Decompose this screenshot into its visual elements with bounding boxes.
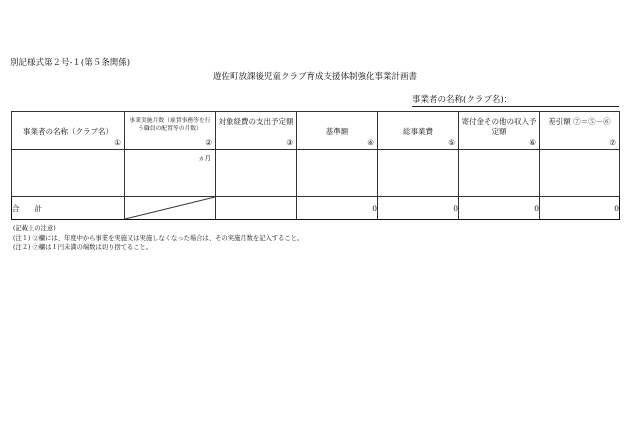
document-title: 遊佐町放課後児童クラブ育成支援体制強化事業計画書 [212,72,417,82]
business-name-field[interactable] [412,95,619,107]
total-donations: 0 [459,197,540,220]
cell-planned-expense[interactable] [216,150,297,197]
column-number: ⑥ [529,138,536,147]
header-difference [540,112,620,150]
cell-total-cost[interactable] [378,150,459,197]
column-number: ⑦ [609,138,616,147]
total-total-cost: 0 [378,197,459,220]
form-number-label: 別記様式第２号-１(第５条関係) [10,58,131,68]
header-planned-expense [216,112,297,150]
month-unit: ヵ月 [198,154,211,162]
cell-business-name[interactable] [12,150,125,197]
notes-block [13,224,303,253]
column-number: ③ [286,138,293,147]
header-standard-amount [297,112,378,150]
total-row [12,197,620,220]
header-label: 事業者の名称（クラブ名） [23,127,113,136]
column-number: ② [205,138,212,147]
entry-row [12,150,620,197]
cell-donations[interactable] [459,150,540,197]
header-label: 基準額 [325,127,349,136]
business-name-label: 事業者の名称(クラブ名)： [412,95,513,105]
total-standard-amount: 0 [297,197,378,220]
column-number: ① [114,138,121,147]
header-label: 差引額 ⑦＝⑤－⑥ [548,117,611,126]
cell-months[interactable] [125,150,216,197]
column-number: ④ [367,138,374,147]
total-planned-expense [216,197,297,220]
column-number: ⑤ [448,138,455,147]
total-months-cell [125,197,216,220]
notes-heading: (記載上の注意) [13,225,56,232]
total-label: 合 計 [12,197,125,220]
cell-difference[interactable] [540,150,620,197]
header-label: 総事業費 [403,127,433,136]
header-row [12,112,620,150]
plan-table [11,111,620,220]
note-1: (注１) ②欄には、年度中から事業を実施又は実施しなくなった場合は、その実施月数を記入すること。 [13,234,304,242]
header-business-name [12,112,125,150]
header-months [125,112,216,150]
cell-standard-amount[interactable] [297,150,378,197]
note-2: (注２) ⑦欄は１円未満の端数は切り捨てること。 [13,244,153,251]
total-difference: 0 [540,197,620,220]
header-label: 寄付金その他の収入予定額 [461,117,537,136]
diagonal-strike [125,197,215,219]
header-label: 事業実施月数（雇賃事務等を行う職員の配置等の月数） [129,118,211,132]
header-donations [459,112,540,150]
header-total-cost [378,112,459,150]
header-label: 対象経費の支出予定額 [218,117,294,126]
